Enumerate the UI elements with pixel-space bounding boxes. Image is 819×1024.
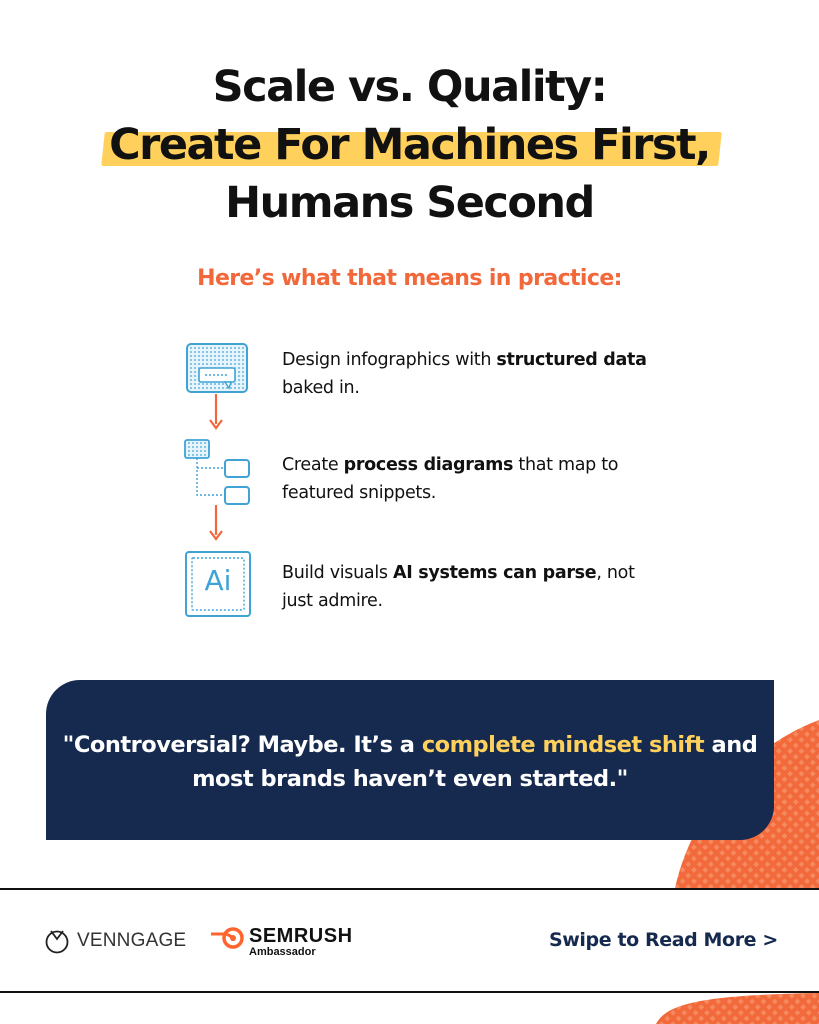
ai-icon-label: Ai xyxy=(204,564,232,597)
arrow-down-icon xyxy=(208,394,224,432)
venngage-icon xyxy=(44,928,70,954)
quote-highlight: complete mindset shift xyxy=(421,732,705,758)
page-title xyxy=(0,58,819,232)
title-line-1: Scale vs. Quality: xyxy=(212,62,607,112)
orange-pattern-corner xyxy=(656,993,819,1024)
step-process-diagrams: Create process diagrams that map to featured snippets. xyxy=(282,455,619,503)
footer-divider-top xyxy=(0,888,819,890)
title-line-2 xyxy=(0,116,819,174)
process-diagram-icon xyxy=(183,437,253,507)
infographic-icon xyxy=(185,342,249,394)
swipe-to-read-more-link[interactable]: Swipe to Read More > xyxy=(549,929,778,951)
semrush-ambassador-label: Ambassador xyxy=(249,946,316,958)
venngage-logo xyxy=(44,928,186,954)
semrush-name: SEMRUSH xyxy=(249,925,353,947)
subtitle: Here’s what that means in practice: xyxy=(197,266,622,291)
quote-text: "Controversial? Maybe. It’s a complete mindset shift and most brands haven’t even started." xyxy=(62,732,758,792)
quote-box xyxy=(46,680,774,840)
ai-icon xyxy=(184,550,252,618)
title-highlight: Create For Machines First, xyxy=(109,116,710,174)
step-ai-parse: Build visuals AI systems can parse, not just admire. xyxy=(282,563,635,611)
step-structured-data: Design infographics with structured data baked in. xyxy=(282,350,647,398)
title-line-3: Humans Second xyxy=(225,178,594,228)
venngage-label: VENNGAGE xyxy=(77,930,187,951)
semrush-icon xyxy=(209,926,245,950)
arrow-down-icon xyxy=(208,505,224,543)
